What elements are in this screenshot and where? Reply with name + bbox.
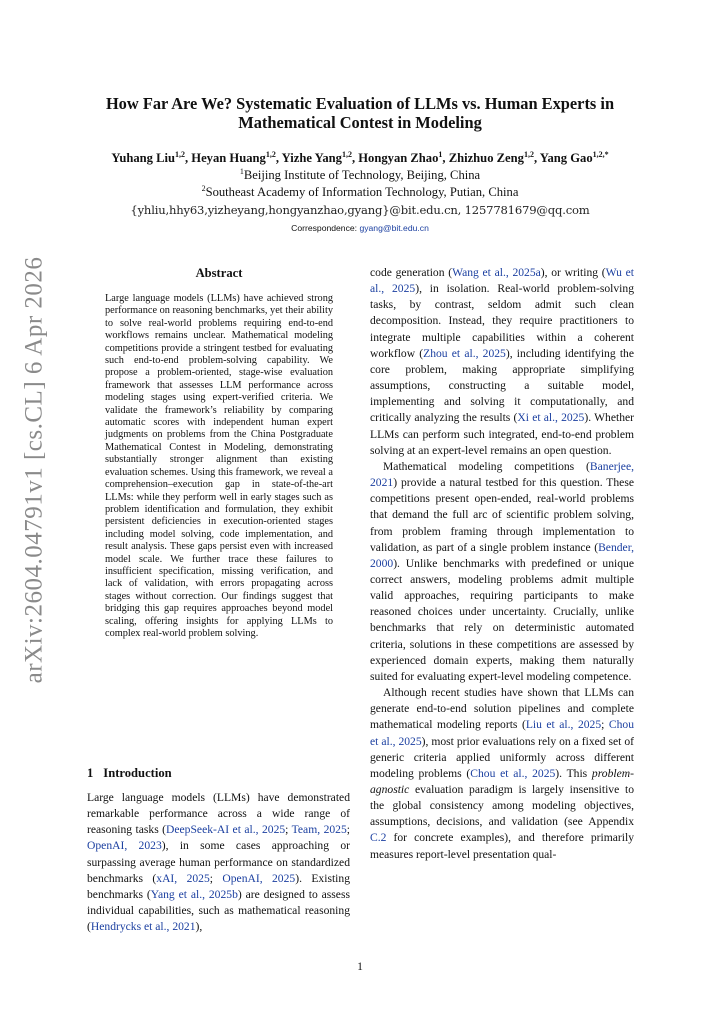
section-heading-introduction bbox=[87, 766, 172, 781]
affiliation-1: $^1$Beijing Institute of Technology, Beijing, China bbox=[239, 167, 481, 183]
citation-link[interactable]: Liu et al., 2025 bbox=[525, 718, 602, 732]
author: Yuhang Liu$^{1,2}$, bbox=[111, 150, 192, 166]
abstract-text: Large language models (LLMs) have achieved strong performance on reasoning benchmarks, yet their ability to solve real-world problems requiring end-to-end workflows remains unclear. Mathematical modeling competitions provide a stringent testbed for evaluating such end-to-end problem-solving capability. We propose a problem-oriented, stage-wise evaluation framework that assesses LLM performance across modeling stages using expert-verified criteria. We validate the framework’s reliability by comparing automatic scores with independent human expert judgments on problems from the China Postgraduate Mathematical Contest in Modeling, demonstrating substantially stronger alignment than existing evaluation schemes. Using this framework, we reveal a comprehension–execution gap in state-of-the-art LLMs: while they perform well in early stages such as problem identification and formulation, they exhibit persistent deficiencies in execution-oriented stages including model solving, code implementation, and result analysis. These gaps persist even with increased model scale. We further trace these failures to insufficient specification, missing verification, and lack of validation, with errors propagating across stages without correction. Our findings suggest that bridging this gap requires approaches beyond model scaling, offering insights for applying LLMs to complex real-world problem solving. bbox=[105, 293, 333, 639]
abstract-heading: Abstract bbox=[195, 266, 243, 280]
citation-link[interactable]: C.2 bbox=[370, 831, 387, 845]
citation-link[interactable]: Xi et al., 2025 bbox=[517, 411, 585, 425]
right-column bbox=[370, 265, 634, 863]
citation-link[interactable]: Yang et al., 2025b bbox=[150, 887, 238, 901]
citation-link[interactable]: xAI, 2025 bbox=[156, 871, 210, 885]
citation-link[interactable]: Wu et al., 2025 bbox=[370, 266, 634, 296]
citation-link[interactable]: OpenAI, 2023 bbox=[87, 839, 162, 853]
arxiv-id: arXiv:2604.04791v1 [cs.CL] 6 Apr 2026 bbox=[20, 256, 48, 684]
arxiv-identifier-stamp bbox=[14, 190, 54, 750]
introduction-left-column bbox=[87, 790, 350, 935]
emphasis-text: problem-agnostic bbox=[370, 766, 634, 796]
citation-link[interactable]: Bender, 2000 bbox=[370, 540, 634, 570]
citation-link[interactable]: DeepSeek-AI et al., 2025 bbox=[166, 823, 286, 837]
correspondence-label: Correspondence: bbox=[291, 223, 360, 233]
title-line-1: How Far Are We? Systematic Evaluation of LLMs vs. Human Experts in bbox=[105, 94, 615, 113]
page-number: 1 bbox=[357, 960, 363, 973]
author: Hongyan Zhao$^1$, bbox=[358, 150, 449, 166]
author-list bbox=[40, 150, 680, 166]
citation-link[interactable]: Hendrycks et al., 2021 bbox=[90, 920, 196, 934]
correspondence-email-link[interactable]: gyang@bit.edu.cn bbox=[359, 223, 429, 233]
author: Heyan Huang$^{1,2}$, bbox=[191, 150, 282, 166]
citation-link[interactable]: Banerjee, 2021 bbox=[370, 459, 634, 490]
title-line-2: Mathematical Contest in Modeling bbox=[238, 113, 482, 132]
author-emails: {yhliu,hhy63,yizheyang,hongyanzhao,gyang}@bit.edu.cn, 1257781679@qq.com bbox=[130, 203, 590, 217]
paragraph: Although recent studies have shown that LLMs can generate end-to-end solution pipelines and complete mathematical modeling reports (Liu et al., 2025; Chou et al., 2025), most prior evaluations rely on a fixed set of generic criteria applied uniformly across different modeling problems (Chou et al., 2025). This problem-agnostic evaluation paradigm is largely insensitive to the global consistency among modeling objectives, assumptions, decisions, and validation (see Appendix C.2 for concrete examples), and therefore primarily measures report-level presentation qual- bbox=[370, 686, 635, 861]
citation-link[interactable]: Chou et al., 2025 bbox=[370, 718, 635, 748]
paper-title bbox=[80, 94, 640, 132]
author: Yizhe Yang$^{1,2}$, bbox=[281, 150, 359, 166]
citation-link[interactable]: OpenAI, 2025 bbox=[222, 871, 296, 885]
citation-link[interactable]: Team, 2025 bbox=[291, 823, 347, 837]
correspondence bbox=[80, 223, 640, 233]
section-title: Introduction bbox=[103, 766, 172, 780]
citation-link[interactable]: Chou et al., 2025 bbox=[470, 766, 556, 780]
paragraph: Mathematical modeling competitions (Banerjee, 2021) provide a natural testbed for this question. These competitions present open-ended, real-world problems that demand the full arc of scientific problem solving, from problem framing through implementation to validation, as part of a single problem instance (Bender, 2000). Unlike benchmarks with predefined or unique correct answers, modeling problems admit multiple valid approaches, requiring participants to make reasoned choices under uncertainty. Crucially, unlike benchmarks that rely on deterministic automated criteria, solutions in these competitions are assessed by experienced domain experts, making them naturally suited for evaluating expert-level modeling competence. bbox=[370, 459, 634, 683]
affiliation-2: $^2$Southeast Academy of Information Technology, Putian, China bbox=[201, 184, 519, 200]
paragraph: Large language models (LLMs) have demonstrated remarkable performance across a wide range of reasoning tasks (DeepSeek-AI et al., 2025; Team, 2025; OpenAI, 2023), in some cases approaching or surpassing average human performance on standardized benchmarks (xAI, 2025; OpenAI, 2025). Existing benchmarks (Yang et al., 2025b) are designed to assess individual capabilities, such as mathematical reasoning (Hendrycks et al., 2021), bbox=[87, 791, 350, 934]
citation-link[interactable]: Zhou et al., 2025 bbox=[423, 346, 506, 360]
paragraph: code generation (Wang et al., 2025a), or writing (Wu et al., 2025), in isolation. Real-world problem-solving tasks, by contrast, seldom admit such clean decomposition. Instead, they require practitioners to integrate multiple capabilities within a coherent workflow (Zhou et al., 2025), including identifying the core problem, making appropriate simplifying assumptions, constructing a suitable model, implementing and solving it computationally, and critically analyzing the results (Xi et al., 2025). Whether LLMs can perform such integrated, end-to-end problem solving at an expert-level remains an open question. bbox=[370, 266, 634, 457]
citation-link[interactable]: Wang et al., 2025a bbox=[452, 266, 541, 279]
author: Zhizhuo Zeng$^{1,2}$, bbox=[448, 150, 540, 166]
section-number: 1 bbox=[87, 766, 94, 780]
author: Yang Gao$^{1,2,*}$ bbox=[539, 150, 609, 166]
